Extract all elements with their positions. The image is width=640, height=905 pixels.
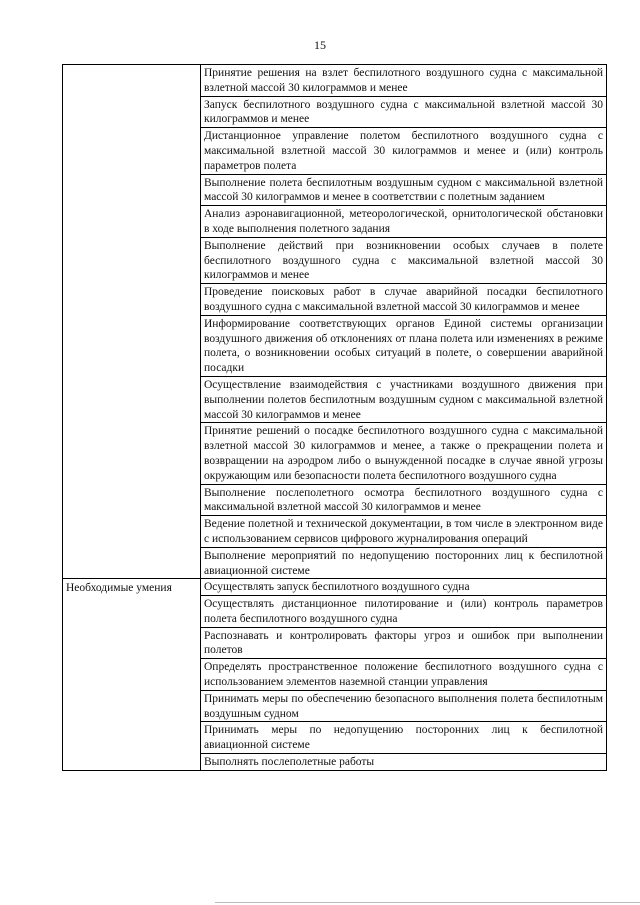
skill-text: Осуществлять дистанционное пилотирование и (или) контроль параметров полета беспилотного воздушного судна <box>204 598 603 625</box>
table-cell <box>201 579 607 596</box>
table-cell <box>201 284 607 316</box>
labor-action-text: Осуществление взаимодействия с участниками воздушного движения при выполнении полетов беспилотным воздушным судном с максимальной взлетной массой 30 килограммов и менее <box>204 378 603 421</box>
skill-text: Определять пространственное положение беспилотного воздушного судна с использованием элементов наземной станции управления <box>204 661 603 689</box>
skill-text: Распознавать и контролировать факторы угроз и ошибок при выполнении полетов <box>204 629 603 657</box>
skill-text: Принимать меры по недопущению посторонних лиц к беспилотной авиационной системе <box>204 724 603 752</box>
row-group-label <box>63 65 201 579</box>
labor-action-text: Выполнение мероприятий по недопущению посторонних лиц к беспилотной авиационной системе <box>204 549 603 577</box>
table-cell <box>201 65 607 97</box>
table-cell <box>201 174 607 206</box>
scan-edge-line <box>215 902 640 903</box>
table-cell <box>201 547 607 579</box>
table-cell <box>201 627 607 659</box>
labor-action-text: Анализ аэронавигационной, метеорологической, орнитологической обстановки в ходе выполнения полетного задания <box>204 208 603 235</box>
labor-action-text: Выполнение послеполетного осмотра беспилотного воздушного судна с максимальной взлетной массой 30 килограммов и менее <box>204 486 603 514</box>
labor-action-text: Выполнение полета беспилотным воздушным судном с максимальной взлетной массой 30 килограммов и менее в соответствии с полетным заданием <box>204 176 603 204</box>
table-cell <box>201 659 607 691</box>
table-cell <box>201 315 607 376</box>
table-cell <box>201 376 607 422</box>
table-cell <box>201 754 607 771</box>
skill-text: Осуществлять запуск беспилотного воздушного судна <box>204 581 470 594</box>
table-cell <box>201 423 607 484</box>
labor-action-text: Принятие решения на взлет беспилотного воздушного судна с максимальной взлетной массой 30 килограммов и менее <box>204 67 603 94</box>
skill-text: Принимать меры по обеспечению безопасного выполнения полета беспилотным воздушным судном <box>204 692 603 720</box>
page-number: 15 <box>314 38 326 52</box>
labor-action-text: Проведение поисковых работ в случае аварийной посадки беспилотного воздушного судна с максимальной взлетной массой 30 килограммов и менее <box>204 286 603 313</box>
labor-action-text: Выполнение действий при возникновении особых случаев в полете беспилотного воздушного судна с максимальной взлетной массой 30 килограммов и менее <box>204 239 603 282</box>
table-cell <box>201 128 607 174</box>
labor-action-text: Ведение полетной и технической документации, в том числе в электронном виде с использованием сервисов цифрового журналирования операций <box>204 518 603 545</box>
labor-action-text: Информирование соответствующих органов Единой системы организации воздушного движения об отклонениях от плана полета или изменениях в режиме полета, о возникновении особых ситуаций в полете, о совершении аварийной посадки <box>204 317 603 375</box>
table-cell <box>201 516 607 548</box>
table-cell <box>201 484 607 516</box>
labor-action-text: Принятие решений о посадке беспилотного воздушного судна с максимальной взлетной массой 30 килограммов и менее, а также о прекращении полета и возвращении на аэродром либо о вынужденной посадке в случае явной угрозы окружающим или безопасности полета беспилотного воздушного судна <box>204 425 603 482</box>
table-cell <box>201 690 607 722</box>
table-cell <box>201 596 607 628</box>
labor-action-text: Запуск беспилотного воздушного судна с максимальной взлетной массой 30 килограммов и менее <box>204 98 603 126</box>
table-cell <box>201 96 607 128</box>
labor-action-text: Дистанционное управление полетом беспилотного воздушного судна с максимальной взлетной массой 30 килограммов и менее и (или) контроль параметров полета <box>204 130 603 172</box>
table-row <box>63 65 607 97</box>
table-cell <box>201 722 607 754</box>
table-row <box>63 579 607 596</box>
skill-text: Выполнять послеполетные работы <box>204 756 375 769</box>
table-cell <box>201 206 607 238</box>
requirements-table <box>62 64 607 771</box>
row-group-label: Необходимые умения <box>63 579 201 771</box>
table-cell <box>201 237 607 283</box>
